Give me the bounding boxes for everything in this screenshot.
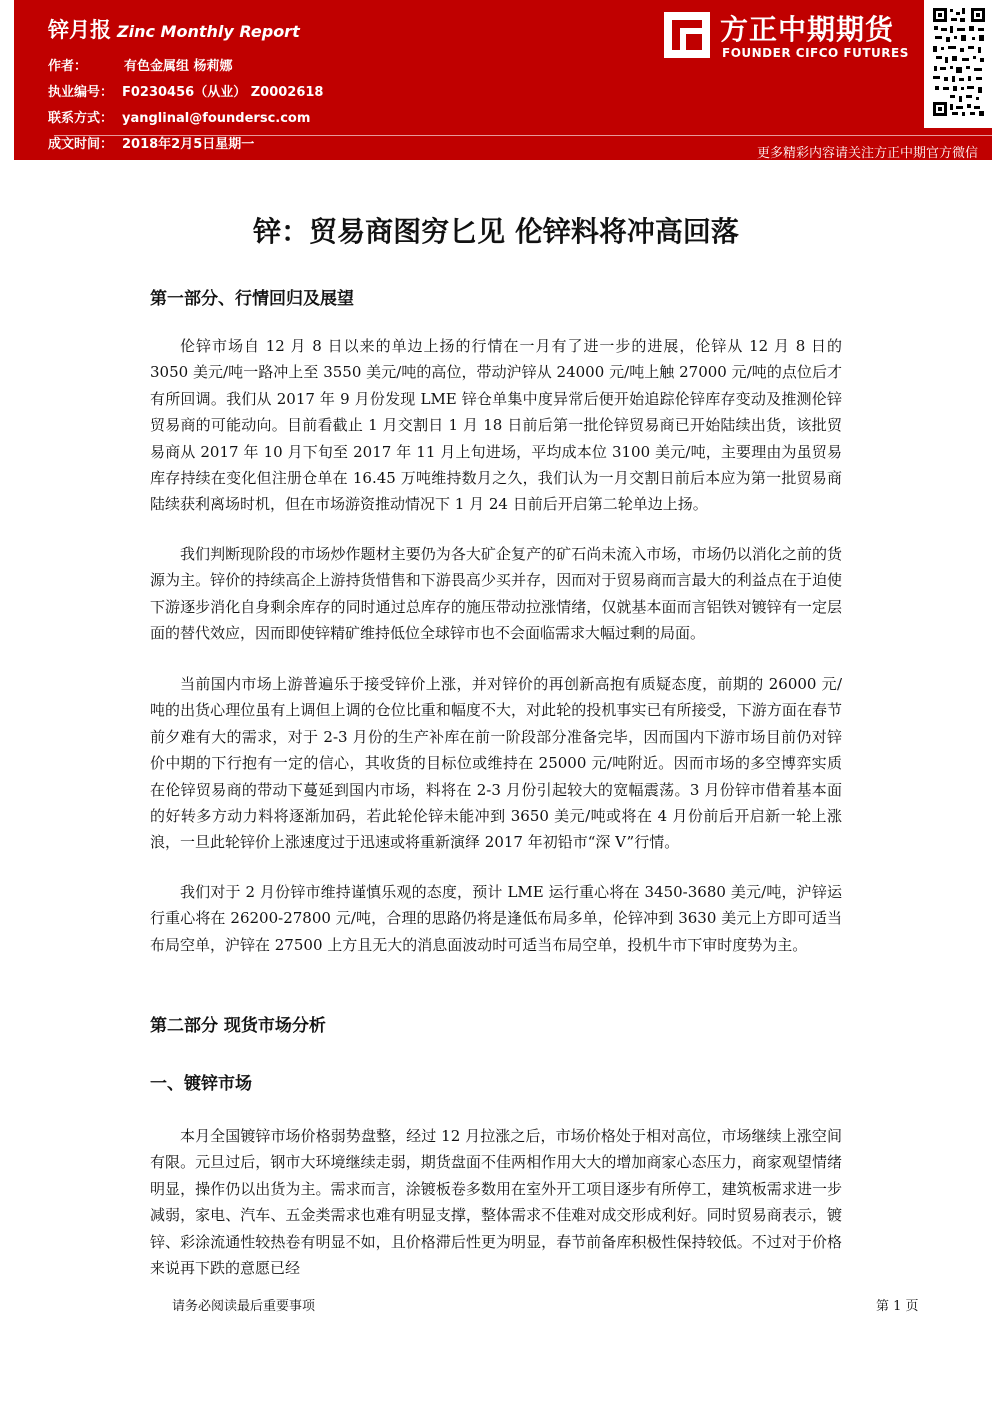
meta-license (48, 81, 323, 100)
paragraph: 我们判断现阶段的市场炒作题材主要仍为各大矿企复产的矿石尚未流入市场，市场仍以消化之前的货源为主。锌价的持续高企上游持货惜售和下游畏高少买并存，因而对于贸易商而言最大的利益点在于迫使下游逐步消化自身剩余库存的同时通过总库存的施压带动拉涨情绪，仅就基本面而言铝铁对镀锌有一定层面的替代效应，因而即使锌精矿维持低位全球锌市也不会面临需求大幅过剩的局面。 (150, 545, 842, 643)
section-heading-outlook: 第一部分、行情回归及展望 (150, 289, 354, 309)
logo-text-en: FOUNDER CIFCO FUTURES (722, 46, 909, 60)
paragraph: 伦锌市场自 12 月 8 日以来的单边上扬的行情在一月有了进一步的进展，伦锌从 12 月 8 日的 3050 美元/吨一路冲上至 3550 美元/吨的高位，带动沪锌从 24000 元/吨上触 27000 元/吨的点位后才有所回调。我们从 2017 年 9 月份发现 LME 锌仓单集中度异常后便开始追踪伦锌库存变动及推测伦锌贸易商的可能动向。目前看截止 1 月交割日 1 月 18 日前后第一批伦锌贸易商已开始陆续出货，该批贸易商从 2017 年 10 月下旬至 2017 年 11 月上旬进场，平均成本位 3100 美元/吨，主要理由为虽贸易库存持续在变化但注册仓单在 16.45 万吨维持数月之久，我们认为一月交割日前后本应为第一批贸易商陆续获利离场时机，但在市场游资推动情况下 1 月 24 日前后开启第二轮单边上扬。 (150, 337, 842, 514)
company-logo (664, 8, 934, 63)
section-heading-spot-market: 第二部分 现货市场分析 (150, 1016, 326, 1036)
report-name-cn: 锌月报 (48, 18, 111, 42)
header-divider (54, 135, 992, 136)
paragraph: 本月全国镀锌市场价格弱势盘整，经过 12 月拉涨之后，市场价格处于相对高位，市场继续上涨空间有限。元旦过后，钢市大环境继续走弱，期货盘面不佳两相作用大大的增加商家心态压力，商家观望情绪明显，操作仍以出货为主。需求而言，涂镀板卷多数用在室外开工项目逐步有所停工，建筑板需求进一步减弱，家电、汽车、五金类需求也难有明显支撑，整体需求不佳难对成交形成利好。同时贸易商表示，镀锌、彩涂流通性较热卷有明显不如，且价格滞后性更为明显，春节前备库积极性保持较低。不过对于价格来说再下跌的意愿已经 (150, 1127, 842, 1278)
paragraph: 当前国内市场上游普遍乐于接受锌价上涨，并对锌价的再创新高抱有质疑态度，前期的 26000 元/吨的出货心理位虽有上调但上调的仓位比重和幅度不大，对此轮的投机事实已有所接受，下游方面在春节前夕难有大的需求，对于 2-3 月份的生产补库在前一阶段部分准备完毕，因而国内下游市场目前仍对锌价中期的下行抱有一定的信心，其收货的目标位或维持在 25000 元/吨附近。因而市场的多空博弈实质在伦锌贸易商的带动下蔓延到国内市场，料将在 2-3 月份引起较大的宽幅震荡。3 月份锌市借着基本面的好转多方动力料将逐渐加码，若此轮伦锌未能冲到 3650 美元/吨或将在 4 月份前后开启新一轮上涨浪，一旦此轮锌价上涨速度过于迅速或将重新演绎 2017 年初铅市“深 V”行情。 (150, 675, 842, 852)
meta-author (48, 55, 233, 74)
paragraph: 我们对于 2 月份锌市维持谨慎乐观的态度，预计 LME 运行重心将在 3450-3680 美元/吨，沪锌运行重心将在 26200-27800 元/吨，合理的思路仍将是逢低布局多单，伦锌冲到 3630 美元上方即可适当布局空单，沪锌在 27500 上方且无大的消息面波动时可适当布局空单，投机牛市下审时度势为主。 (150, 883, 842, 954)
wechat-qr-code[interactable] (924, 0, 992, 128)
report-name (48, 14, 300, 44)
meta-value: F0230456（从业） Z0002618 (122, 85, 324, 100)
qr-code-icon (932, 6, 986, 118)
meta-label: 执业编号： (48, 85, 114, 100)
meta-label: 作者： (48, 59, 88, 74)
report-name-en: Zinc Monthly Report (117, 22, 300, 41)
report-title: 锌：贸易商图穷匕见 伦锌料将冲高回落 (253, 215, 739, 248)
meta-label: 成文时间： (48, 137, 114, 152)
page-number: 第 1 页 (876, 1299, 919, 1314)
founder-logo-icon (664, 12, 710, 58)
report-header (14, 0, 992, 160)
meta-value: 2018年2月5日星期一 (122, 137, 255, 152)
meta-value: yanglinal@foundersc.com (122, 111, 311, 126)
footer-disclaimer: 请务必阅读最后重要事项 (172, 1299, 316, 1314)
follow-wechat-text: 更多精彩内容请关注方正中期官方微信 (756, 146, 978, 161)
meta-contact (48, 107, 310, 126)
logo-text-cn: 方正中期期货 (720, 13, 895, 46)
meta-value: 有色金属组 杨莉娜 (124, 59, 233, 74)
subsection-heading-galvanized: 一、镀锌市场 (150, 1074, 252, 1094)
meta-label: 联系方式： (48, 111, 114, 126)
